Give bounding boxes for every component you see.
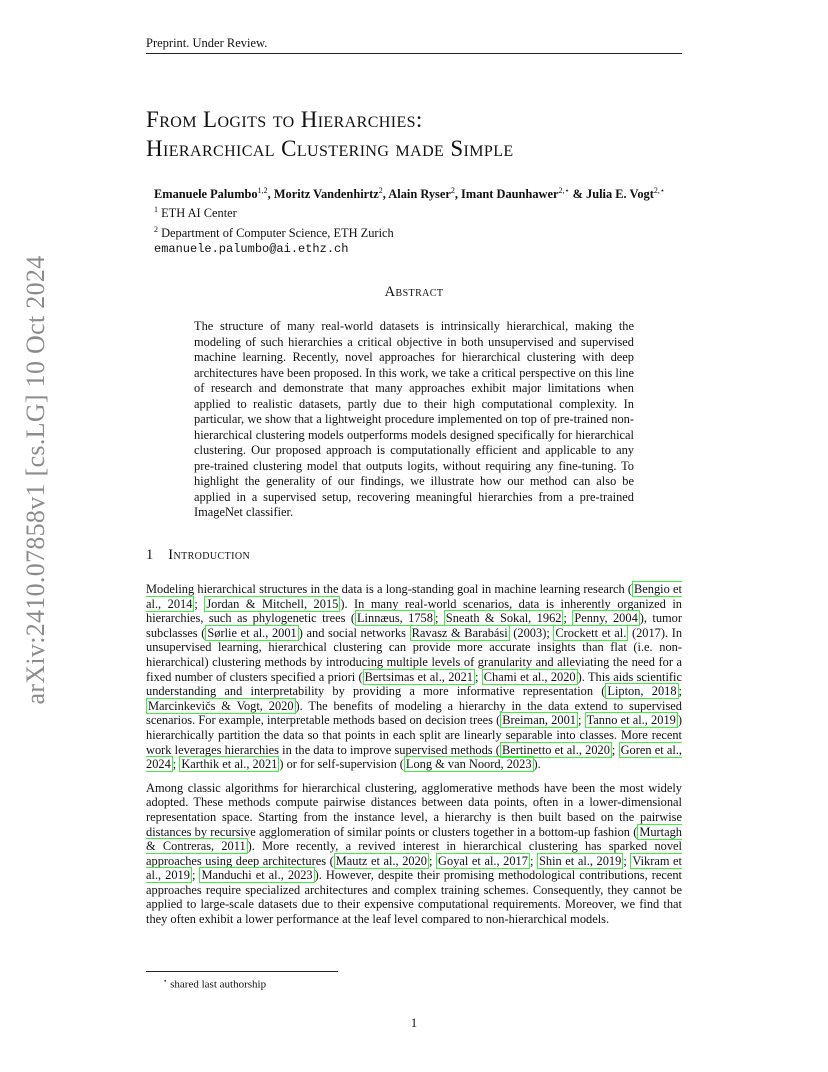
author-name: Julia E. Vogt <box>586 187 654 202</box>
citation-link[interactable]: Tanno et al., 2019 <box>586 713 676 728</box>
affiliation-2: $^2$ Department of Computer Science, ETH Zurich <box>154 224 394 240</box>
author-name: Moritz Vandenhirtz <box>273 187 379 202</box>
citation-link[interactable]: Jordan & Mitchell, 2015 <box>206 596 339 611</box>
citation-link[interactable]: Mautz et al., 2020 <box>335 853 428 868</box>
author-name: Emanuele Palumbo <box>154 187 258 202</box>
footnote-rule <box>146 971 338 972</box>
citation-link[interactable]: Lipton, 2018 <box>607 684 677 699</box>
citation-link[interactable]: Sørlie et al., 2001 <box>207 625 297 640</box>
abstract-text: The structure of many real-world datasets is intrinsically hierarchical, making the modeling of such hierarchies a critical objective in both unsupervised and supervised machine learning. Recently, novel approaches for hierarchical clustering with deep architectures have been proposed. In this work, we take a critical perspective on this line of research and demonstrate that many approaches exhibit major limitations when applied to realistic datasets, partly due to their high computational complexity. In particular, we show that a lightweight procedure implemented on top of pre-trained non-hierarchical clustering models outperforms models designed specifically for hierarchical clustering. Our proposed approach is computationally efficient and applicable to any pre-trained clustering model that outputs logits, without requiring any fine-tuning. To highlight the generality of our findings, we illustrate how our method can also be applied in a supervised setup, recovering meaningful hierarchies from a pre-trained ImageNet classifier. <box>194 319 634 519</box>
citation-link[interactable]: Bertinetto et al., 2020 <box>501 742 610 757</box>
citation-link[interactable]: Bengio et al., 2014 <box>146 582 682 611</box>
citation-link[interactable]: Ravasz & Barabási <box>411 625 508 640</box>
author-names: Emanuele Palumbo$^{1,2}$, Moritz Vandenhirtz$^2$, Alain Ryser$^2$, Imant Daunhawer$^{2,⋆}$ & Julia E. Vogt$^{2,⋆}$ <box>154 186 665 202</box>
paragraph: Among classic algorithms for hierarchical clustering, agglomerative methods have been the most widely adopted. These methods compute pairwise distances between data points, often in a lower-dimensional representation space. Starting from the instance level, a hierarchy is then built based on the pairwise distances by recursive agglomeration of similar points or clusters together in a bottom-up fashion ( Murtagh & Contreras, 2011 ). More recently, a revived interest in hierarchical clustering has sparked novel approaches using deep architectures ( Mautz et al., 2020 ; Goyal et al., 2017 ; Shin et al., 2019 ; Vikram et al., 2019 ; Manduchi et al., 2023 ). However, despite their promising methodological contributions, recent approaches require specialized architectures and complex training schemes. Consequently, they cannot be applied to large-scale datasets due to their expensive computational requirements. Moreover, we find that they often exhibit a lower performance at the leaf level compared to non-hierarchical models. <box>146 780 682 927</box>
citation-link[interactable]: Linnæus, 1758 <box>356 611 433 626</box>
footnote: ⋆ shared last authorship <box>163 977 267 991</box>
author-block <box>154 183 714 257</box>
page-number: 1 <box>410 1016 418 1030</box>
citation-link[interactable]: Penny, 2004 <box>574 611 638 626</box>
title-line-2: Hierarchical Clustering made Simple <box>146 136 514 161</box>
footnote-mark: ⋆ <box>163 977 168 985</box>
affiliation-1: $^1$ ETH AI Center <box>154 205 237 221</box>
arxiv-identifier-text: arXiv:2410.07858v1 [cs.LG] 10 Oct 2024 <box>21 255 50 705</box>
citation-link[interactable]: Goren et al., 2024 <box>146 742 682 772</box>
citation-link[interactable]: Marcinkevičs & Vogt, 2020 <box>148 698 294 713</box>
author-name: Imant Daunhawer <box>461 187 559 202</box>
paper-title <box>146 105 706 163</box>
running-header: Preprint. Under Review. <box>146 36 268 50</box>
citation-link[interactable]: Murtagh & Contreras, 2011 <box>146 824 682 854</box>
abstract-heading: Abstract <box>384 284 444 300</box>
header-rule <box>146 53 682 54</box>
citation-link[interactable]: Sneath & Sokal, 1962 <box>445 611 562 626</box>
citation-link[interactable]: Manduchi et al., 2023 <box>201 868 313 883</box>
citation-link[interactable]: Vikram et al., 2019 <box>146 853 682 883</box>
citation-link[interactable]: Long & van Noord, 2023 <box>405 757 532 772</box>
paragraph: Modeling hierarchical structures in the data is a long-standing goal in machine learning research ( Bengio et al., 2014 ; Jordan & Mitchell, 2015 ). In many real-world scenarios, data is inherently organized in hierarchies, such as phylogenetic trees ( Linnæus, 1758 ; Sneath & Sokal, 1962 ; Penny, 2004 ), tumor subclasses ( Sørlie et al., 2001 ) and social networks Ravasz & Barabási (2003); Crockett et al. (2017). In unsupervised learning, hierarchical clustering can provide more accurate insights than flat (i.e. non-hierarchical) clustering methods by introducing multiple levels of granularity and alleviating the need for a fixed number of clusters specified a priori ( Bertsimas et al., 2021 ; Chami et al., 2020 ). This aids scientific understanding and interpretability by providing a more informative representation ( Lipton, 2018 ; Marcinkevičs & Vogt, 2020 ). The benefits of modeling a hierarchy in the data extend to supervised scenarios. For example, interpretable methods based on decision trees ( Breiman, 2001 ; Tanno et al., 2019 ) hierarchically partition the data so that points in each split are linearly separable into classes. More recent work leverages hierarchies in the data to improve supervised methods ( Bertinetto et al., 2020 ; Goren et al., 2024 ; Karthik et al., 2021 ) or for self-supervision ( Long & van Noord, 2023 ). <box>146 582 683 772</box>
citation-link[interactable]: Karthik et al., 2021 <box>181 757 278 772</box>
citation-link[interactable]: Shin et al., 2019 <box>538 853 622 868</box>
citation-link[interactable]: Goyal et al., 2017 <box>438 853 528 868</box>
citation-link[interactable]: Breiman, 2001 <box>502 713 576 728</box>
arxiv-identifier <box>16 255 56 705</box>
citation-link[interactable]: Bertsimas et al., 2021 <box>364 669 473 684</box>
citation-link[interactable]: Chami et al., 2020 <box>483 669 576 684</box>
contact-email: emanuele.palumbo@ai.ethz.ch <box>154 241 349 256</box>
section-title: Introduction <box>168 547 251 563</box>
section-heading <box>146 547 250 564</box>
section-number: 1 <box>146 547 154 563</box>
author-name: Alain Ryser <box>388 187 451 202</box>
citation-link[interactable]: Crockett et al. <box>555 625 627 640</box>
title-line-1: From Logits to Hierarchies: <box>146 107 423 132</box>
section-body <box>146 582 682 936</box>
